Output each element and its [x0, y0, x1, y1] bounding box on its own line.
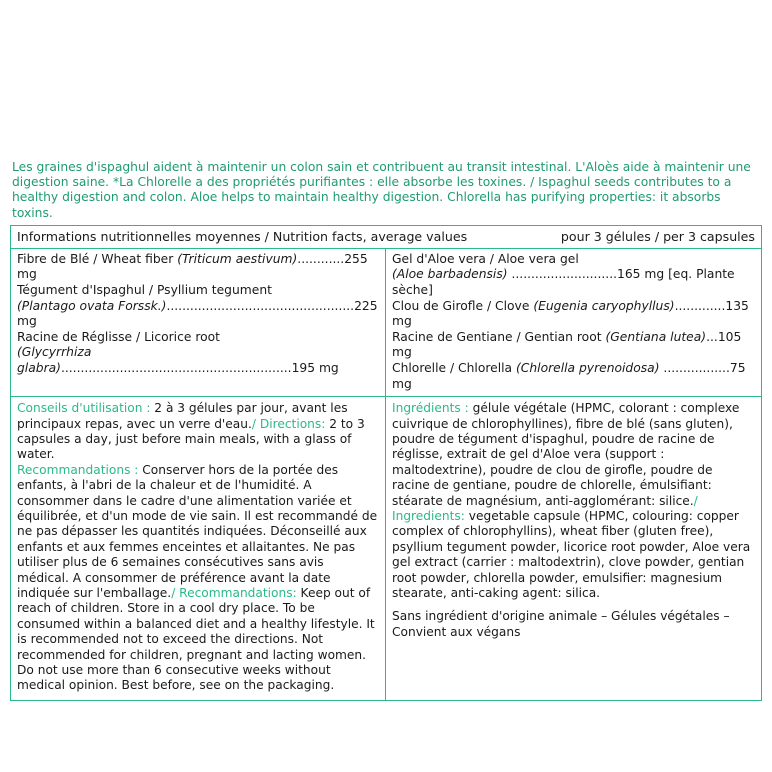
usage-column — [11, 397, 386, 700]
recommendations-en-label: / Recommandations: — [171, 586, 297, 601]
usage-directions-text: 2 to 3 capsules a day, just before main meals, with a glass of water. — [17, 416, 365, 462]
nutrition-row — [17, 252, 379, 283]
nutrient-dots: ........................... — [507, 267, 618, 282]
supplement-label — [10, 160, 762, 701]
nutrient-latin: (Plantago ovata Forssk.) — [17, 298, 167, 313]
nutrition-facts-serving: pour 3 gélules / per 3 capsules — [560, 228, 755, 244]
nutrient-latin: (Eugenia caryophyllus) — [533, 298, 675, 313]
usage-advice-label: Conseils d'utilisation : — [17, 401, 151, 416]
nutrition-row — [17, 345, 379, 376]
recommendations-label: Recommandations : — [17, 462, 139, 477]
ingredients-en-label: / Ingredients: — [392, 493, 698, 523]
usage-directions-label: / Directions: — [251, 416, 326, 431]
nutrient-dots: ... — [706, 329, 718, 344]
nutrition-facts-body — [11, 249, 761, 397]
nutrient-latin: (Gentiana lutea) — [605, 329, 707, 344]
nutrient-value: 225 mg — [17, 298, 378, 329]
ingredients-en-text: vegetable capsule (HPMC, colouring: copper complex of chlorophyllins), wheat fiber (gluten free), psyllium tegument powder, licorice root powder, Aloe vera gel extract (carrier : maltodextrin), clove powder, gentian root powder, chlorella powder, emulsifier: magnesium stearate, anti-caking agent: silica. — [392, 509, 751, 601]
nutrient-name: Gel d'Aloe vera / Aloe vera gel — [392, 251, 579, 266]
spacer — [392, 601, 754, 609]
nutrition-row — [392, 361, 755, 392]
nutrient-value: 195 mg — [291, 360, 339, 375]
nutrient-name: Clou de Girofle / Clove — [392, 298, 534, 313]
nutrient-dots: ........................................................... — [60, 360, 292, 375]
nutrition-row — [17, 299, 379, 330]
nutrient-name: Racine de Réglisse / Licorice root — [17, 329, 220, 344]
nutrient-value: 255 mg — [17, 251, 368, 282]
recommendations-en-text: Keep out of reach of children. Store in a cool dry place. To be consumed within a balanced diet and a healthy lifestyle. It is recommended not to exceed the directions. Not recommended for children, pregnant and lacting women. Do not use more than 6 consecutive weeks without medical opinion. Best before, see on the packaging. — [17, 586, 375, 693]
vegan-note: Sans ingrédient d'origine animale – Gélules végétales – Convient aux végans — [392, 609, 730, 639]
usage-advice — [17, 401, 378, 463]
nutrient-dots: ............ — [297, 251, 345, 266]
nutrient-dots: ................. — [659, 360, 730, 375]
nutrient-name: Racine de Gentiane / Gentian root — [392, 329, 606, 344]
nutrient-dots: ................................................ — [166, 298, 355, 313]
recommendations-text: Conserver hors de la portée des enfants, à l'abri de la chaleur et de l'humidité. A consommer dans le cadre d'une alimentation variée et équilibrée, et d'un mode de vie sain. Il est recommandé de ne pas dépasser les quantités indiquées. Déconseillé aux enfants et aux femmes enceintes et allaitantes. Ne pas utiliser plus de 6 semaines consécutives sans avis médical. A consommer de préférence avant la date indiquée sur l'emballage. — [17, 462, 378, 601]
nutrition-facts-left-column — [11, 249, 386, 396]
nutrition-row — [392, 252, 755, 268]
ingredients-block — [392, 401, 754, 601]
nutrient-latin: (Chlorella pyrenoidosa) — [515, 360, 660, 375]
ingredients-fr-label: Ingrédients : — [392, 401, 469, 416]
nutrient-name: Tégument d'Ispaghul / Psyllium tegument — [17, 283, 272, 297]
nutrition-row — [392, 267, 755, 298]
nutrition-facts-table — [10, 225, 762, 701]
nutrient-name: Fibre de Blé / Wheat fiber — [17, 251, 178, 266]
nutrient-latin: (Triticum aestivum) — [177, 251, 298, 266]
intro-paragraph: Les graines d'ispaghul aident à maintenir un colon sain et contribuent au transit intestinal. L'Aloès aide à maintenir une digestion saine. *La Chlorelle a des propriétés purifiantes : elle absorbe les toxines. / Ispaghul seeds contributes to a healthy digestion and colon. Aloe helps to maintain healthy digestion. Chlorella has purifying properties: it absorbs toxins. — [12, 160, 751, 220]
nutrition-facts-right-column — [386, 249, 761, 396]
nutrition-facts-title: Informations nutritionnelles moyennes / Nutrition facts, average values — [17, 228, 468, 244]
nutrient-value: 135 mg — [392, 298, 749, 329]
nutrient-name: Chlorelle / Chlorella — [392, 360, 516, 375]
usage-recommendations — [17, 463, 378, 694]
nutrient-value: 105 mg — [392, 329, 742, 360]
nutrition-row — [392, 330, 755, 361]
nutrition-row — [392, 299, 755, 330]
nutrition-row — [17, 330, 379, 346]
ingredients-fr-text: gélule végétale (HPMC, colorant : complexe cuivrique de chlorophyllines), fibre de blé (sans gluten), poudre de tégument d'ispaghul, poudre de racine de réglisse, extrait de gel d'Aloe vera (support : maltodextrine), poudre de clou de girofle, poudre de racine de gentiane, poudre de chlorelle, émulsifiant: stéarate de magnésium, anti-agglomérant: silice. — [392, 401, 740, 508]
nutrient-value: 165 mg [eq. Plante sèche] — [392, 267, 735, 297]
nutrient-latin: (Glycyrrhiza glabra) — [17, 345, 92, 375]
ingredients-column — [386, 397, 761, 700]
nutrient-value: 75 mg — [392, 360, 746, 391]
nutrition-row — [17, 283, 379, 299]
nutrient-dots: ............. — [674, 298, 726, 313]
usage-advice-text: 2 à 3 gélules par jour, avant les principaux repas, avec un verre d'eau. — [17, 401, 348, 431]
lower-sections — [11, 397, 761, 701]
nutrient-latin: (Aloe barbadensis) — [392, 267, 508, 282]
nutrition-facts-header — [11, 226, 761, 249]
